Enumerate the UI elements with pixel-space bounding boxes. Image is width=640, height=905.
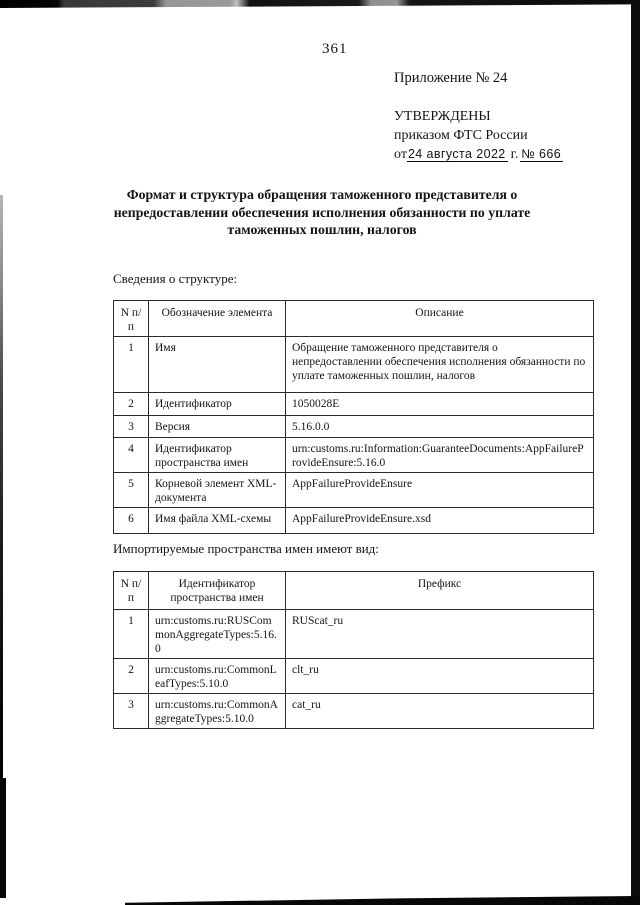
table-row	[114, 659, 594, 694]
order-prefix: от	[394, 147, 407, 162]
table-cell: 5	[114, 473, 149, 508]
table-cell: 3	[114, 416, 149, 438]
table-cell: RUScat_ru	[286, 610, 594, 659]
order-date-line	[394, 145, 563, 165]
column-header-description: Описание	[286, 301, 594, 337]
table-row	[114, 438, 594, 473]
table-cell: 1	[114, 610, 149, 659]
table-row	[114, 473, 594, 508]
table-row	[114, 393, 594, 416]
table-cell: Обращение таможенного представителя о непредоставлении обеспечения исполнения обязанности по уплате таможенных пошлин, налогов	[286, 337, 594, 393]
approved-line-2: приказом ФТС России	[394, 127, 528, 143]
imported-namespaces-table	[113, 571, 594, 729]
approved-line-1: УТВЕРЖДЕНЫ	[394, 109, 491, 124]
column-header-num: N п/п	[114, 301, 149, 337]
table-cell: 4	[114, 438, 149, 473]
table-row	[114, 416, 594, 438]
table-cell: Идентификатор пространства имен	[149, 438, 286, 473]
table-cell: 6	[114, 508, 149, 534]
table-cell: AppFailureProvideEnsure.xsd	[286, 508, 594, 534]
table-cell: urn:customs.ru:Information:GuaranteeDocuments:AppFailureProvideEnsure:5.16.0	[286, 438, 594, 473]
table-row	[114, 610, 594, 659]
table-cell: 3	[114, 694, 149, 729]
column-header-num: N п/п	[114, 572, 149, 610]
scan-artifact-top-edge	[0, 0, 640, 8]
table-row	[114, 694, 594, 729]
section2-label: Импортируемые пространства имен имеют вид:	[113, 541, 379, 556]
approval-block	[394, 108, 563, 165]
table-cell: Имя	[149, 337, 286, 393]
table-cell: AppFailureProvideEnsure	[286, 473, 594, 508]
order-number-value: № 666	[521, 147, 562, 161]
table-cell: 1	[114, 337, 149, 393]
table-cell: cat_ru	[286, 694, 594, 729]
table-cell: Версия	[149, 416, 286, 438]
table-header-row	[114, 572, 594, 610]
document-title: Формат и структура обращения таможенного представителя о непредоставлении обеспечения исполнения обязанности по уплате таможенных пошлин, налогов	[113, 187, 531, 237]
column-header-prefix: Префикс	[286, 572, 594, 610]
order-date-value: 24 августа 2022	[407, 147, 506, 161]
table-row	[114, 337, 594, 393]
table-header-row	[114, 301, 594, 337]
table-cell: 1050028E	[286, 393, 594, 416]
table-cell: urn:customs.ru:CommonLeafTypes:5.10.0	[149, 659, 286, 694]
column-header-namespace: Идентификатор пространства имен	[149, 572, 286, 610]
table-cell: Идентификатор	[149, 393, 286, 416]
table-cell: 5.16.0.0	[286, 416, 594, 438]
appendix-label: Приложение № 24	[394, 70, 508, 86]
table-row	[114, 508, 594, 534]
scan-artifact-left-edge	[0, 195, 3, 780]
scan-artifact-bottom-edge	[125, 896, 640, 905]
section1-label: Сведения о структуре:	[113, 271, 238, 286]
table-cell: urn:customs.ru:CommonAggregateTypes:5.10.0	[149, 694, 286, 729]
structure-info-table	[113, 300, 594, 534]
scan-artifact-right-edge	[631, 3, 640, 905]
order-year-suffix: г.	[510, 147, 519, 162]
table-cell: 2	[114, 393, 149, 416]
table-cell: Корневой элемент XML-документа	[149, 473, 286, 508]
table-cell: Имя файла XML-схемы	[149, 508, 286, 534]
scan-artifact-left-bottom-edge	[0, 778, 6, 898]
table-cell: urn:customs.ru:RUSCommonAggregateTypes:5.16.0	[149, 610, 286, 659]
table-cell: clt_ru	[286, 659, 594, 694]
table-cell: 2	[114, 659, 149, 694]
column-header-element: Обозначение элемента	[149, 301, 286, 337]
page-number: 361	[322, 41, 348, 57]
